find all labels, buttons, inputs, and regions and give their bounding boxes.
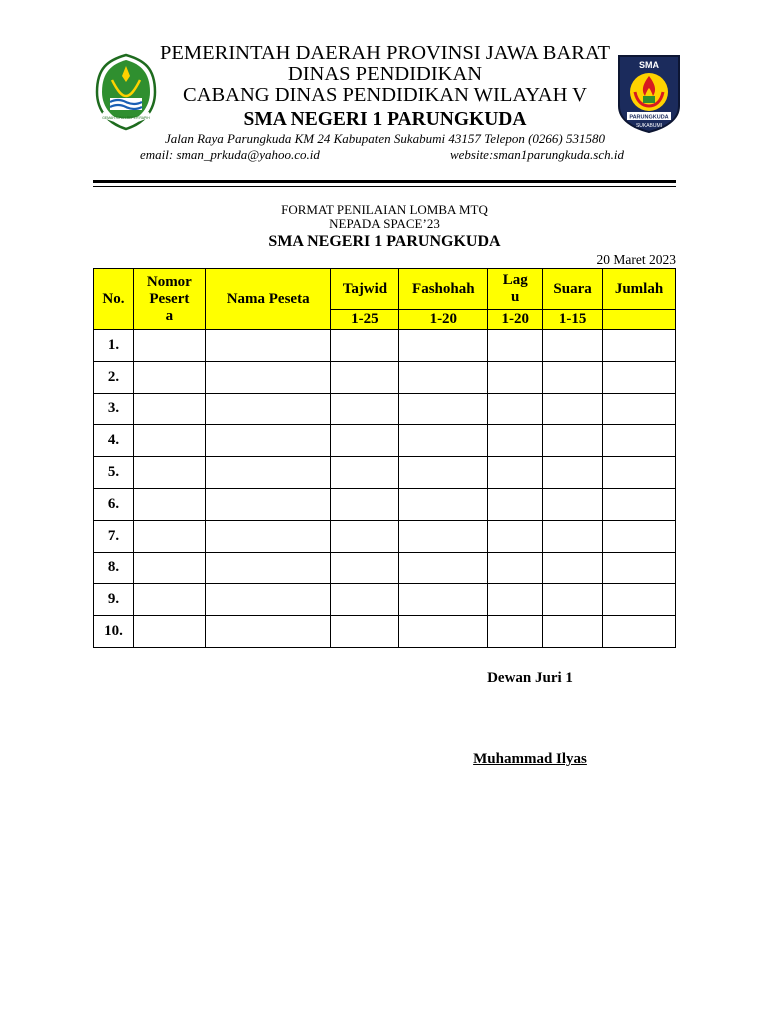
table-row	[94, 330, 676, 362]
header-jumlah: Jumlah	[603, 269, 676, 310]
header-no: No.	[94, 269, 134, 330]
cell-suara[interactable]	[543, 584, 603, 616]
table-row	[94, 552, 676, 584]
letterhead-school: SMA NEGERI 1 PARUNGKUDA	[243, 109, 527, 130]
cell-nomor-peserta[interactable]	[133, 361, 205, 393]
cell-nama-peserta[interactable]	[205, 616, 331, 648]
cell-nomor-peserta[interactable]	[133, 616, 205, 648]
row-number: 3.	[94, 393, 134, 425]
cell-fashohah[interactable]	[399, 616, 488, 648]
cell-suara[interactable]	[543, 520, 603, 552]
cell-tajwid[interactable]	[331, 330, 399, 362]
cell-suara[interactable]	[543, 616, 603, 648]
cell-tajwid[interactable]	[331, 520, 399, 552]
cell-jumlah[interactable]	[603, 520, 676, 552]
cell-suara[interactable]	[543, 552, 603, 584]
cell-tajwid[interactable]	[331, 584, 399, 616]
cell-nama-peserta[interactable]	[205, 584, 331, 616]
cell-nomor-peserta[interactable]	[133, 330, 205, 362]
form-title-line-1: FORMAT PENILAIAN LOMBA MTQ	[281, 202, 488, 217]
cell-jumlah[interactable]	[603, 552, 676, 584]
table-row	[94, 584, 676, 616]
cell-suara[interactable]	[543, 361, 603, 393]
header-fashohah: Fashohah	[399, 269, 488, 310]
cell-tajwid[interactable]	[331, 361, 399, 393]
header-nama-peserta: Nama Peseta	[205, 269, 331, 330]
cell-nama-peserta[interactable]	[205, 361, 331, 393]
row-number: 10.	[94, 616, 134, 648]
cell-jumlah[interactable]	[603, 488, 676, 520]
cell-nama-peserta[interactable]	[205, 330, 331, 362]
table-row	[94, 361, 676, 393]
cell-nama-peserta[interactable]	[205, 425, 331, 457]
cell-lagu[interactable]	[488, 393, 543, 425]
cell-lagu[interactable]	[488, 584, 543, 616]
row-number: 8.	[94, 552, 134, 584]
cell-fashohah[interactable]	[399, 425, 488, 457]
cell-tajwid[interactable]	[331, 425, 399, 457]
cell-fashohah[interactable]	[399, 488, 488, 520]
letterhead-address: Jalan Raya Parungkuda KM 24 Kabupaten Sukabumi 43157 Telepon (0266) 531580	[164, 131, 606, 146]
header-tajwid: Tajwid	[331, 269, 399, 310]
cell-lagu[interactable]	[488, 552, 543, 584]
cell-tajwid[interactable]	[331, 393, 399, 425]
cell-nama-peserta[interactable]	[205, 520, 331, 552]
cell-suara[interactable]	[543, 330, 603, 362]
letterhead-email: email: sman_prkuda@yahoo.co.id	[140, 147, 320, 162]
cell-nama-peserta[interactable]	[205, 457, 331, 489]
cell-nama-peserta[interactable]	[205, 488, 331, 520]
cell-jumlah[interactable]	[603, 361, 676, 393]
header-suara: Suara	[543, 269, 603, 310]
letterhead-line-2: DINAS PENDIDIKAN	[287, 63, 483, 85]
letterhead-rule-thin	[93, 186, 676, 187]
cell-jumlah[interactable]	[603, 616, 676, 648]
cell-tajwid[interactable]	[331, 457, 399, 489]
cell-jumlah[interactable]	[603, 330, 676, 362]
cell-nomor-peserta[interactable]	[133, 520, 205, 552]
cell-tajwid[interactable]	[331, 616, 399, 648]
letterhead-line-1: PEMERINTAH DAERAH PROVINSI JAWA BARAT	[159, 42, 611, 64]
row-number: 7.	[94, 520, 134, 552]
letterhead-rule-thick	[93, 180, 676, 183]
header-lagu: Lag u	[488, 269, 543, 310]
badge-top-text: SMA	[639, 60, 659, 70]
cell-suara[interactable]	[543, 425, 603, 457]
cell-fashohah[interactable]	[399, 520, 488, 552]
letterhead-line-3: CABANG DINAS PENDIDIKAN WILAYAH V	[183, 84, 587, 106]
cell-nomor-peserta[interactable]	[133, 488, 205, 520]
form-title-line-2: NEPADA SPACE’23	[329, 216, 440, 231]
cell-jumlah[interactable]	[603, 425, 676, 457]
range-jumlah	[603, 310, 676, 330]
cell-fashohah[interactable]	[399, 457, 488, 489]
cell-jumlah[interactable]	[603, 457, 676, 489]
cell-fashohah[interactable]	[399, 552, 488, 584]
row-number: 2.	[94, 361, 134, 393]
cell-tajwid[interactable]	[331, 488, 399, 520]
signature-name: Muhammad Ilyas	[473, 751, 587, 767]
range-tajwid: 1-25	[331, 310, 399, 330]
cell-nomor-peserta[interactable]	[133, 552, 205, 584]
form-school: SMA NEGERI 1 PARUNGKUDA	[268, 233, 501, 250]
cell-nomor-peserta[interactable]	[133, 457, 205, 489]
table-row	[94, 488, 676, 520]
badge-bottom-text: PARUNGKUDA	[629, 114, 669, 121]
cell-fashohah[interactable]	[399, 393, 488, 425]
cell-lagu[interactable]	[488, 330, 543, 362]
row-number: 4.	[94, 425, 134, 457]
cell-lagu[interactable]	[488, 425, 543, 457]
emblem-motto: GEMAH RIPAH REPEH RAPIH	[102, 116, 150, 120]
signature-role: Dewan Juri 1	[487, 670, 573, 686]
cell-tajwid[interactable]	[331, 552, 399, 584]
range-lagu: 1-20	[488, 310, 543, 330]
cell-lagu[interactable]	[488, 616, 543, 648]
letterhead-contact	[140, 131, 630, 163]
row-number: 1.	[94, 330, 134, 362]
range-suara: 1-15	[543, 310, 603, 330]
cell-suara[interactable]	[543, 393, 603, 425]
cell-nama-peserta[interactable]	[205, 393, 331, 425]
table-row	[94, 457, 676, 489]
letterhead-website: website:sman1parungkuda.sch.id	[449, 147, 624, 162]
cell-lagu[interactable]	[488, 457, 543, 489]
table-row	[94, 520, 676, 552]
cell-jumlah[interactable]	[603, 393, 676, 425]
cell-nomor-peserta[interactable]	[133, 425, 205, 457]
table-row	[94, 393, 676, 425]
cell-suara[interactable]	[543, 488, 603, 520]
cell-lagu[interactable]	[488, 520, 543, 552]
cell-fashohah[interactable]	[399, 330, 488, 362]
cell-jumlah[interactable]	[603, 584, 676, 616]
cell-nama-peserta[interactable]	[205, 552, 331, 584]
cell-suara[interactable]	[543, 457, 603, 489]
table-row	[94, 616, 676, 648]
row-number: 5.	[94, 457, 134, 489]
cell-lagu[interactable]	[488, 361, 543, 393]
badge-city-text: SUKABUMI	[635, 123, 663, 129]
range-fashohah: 1-20	[399, 310, 488, 330]
row-number: 9.	[94, 584, 134, 616]
cell-fashohah[interactable]	[399, 361, 488, 393]
cell-nomor-peserta[interactable]	[133, 584, 205, 616]
letterhead-agency	[140, 43, 630, 106]
header-nomor-peserta: Nomor Pesert a	[133, 269, 205, 330]
cell-nomor-peserta[interactable]	[133, 393, 205, 425]
cell-fashohah[interactable]	[399, 584, 488, 616]
score-table	[93, 268, 676, 648]
row-number: 6.	[94, 488, 134, 520]
form-date: 20 Maret 2023	[596, 252, 676, 267]
form-title	[93, 203, 676, 231]
cell-lagu[interactable]	[488, 488, 543, 520]
table-row	[94, 425, 676, 457]
